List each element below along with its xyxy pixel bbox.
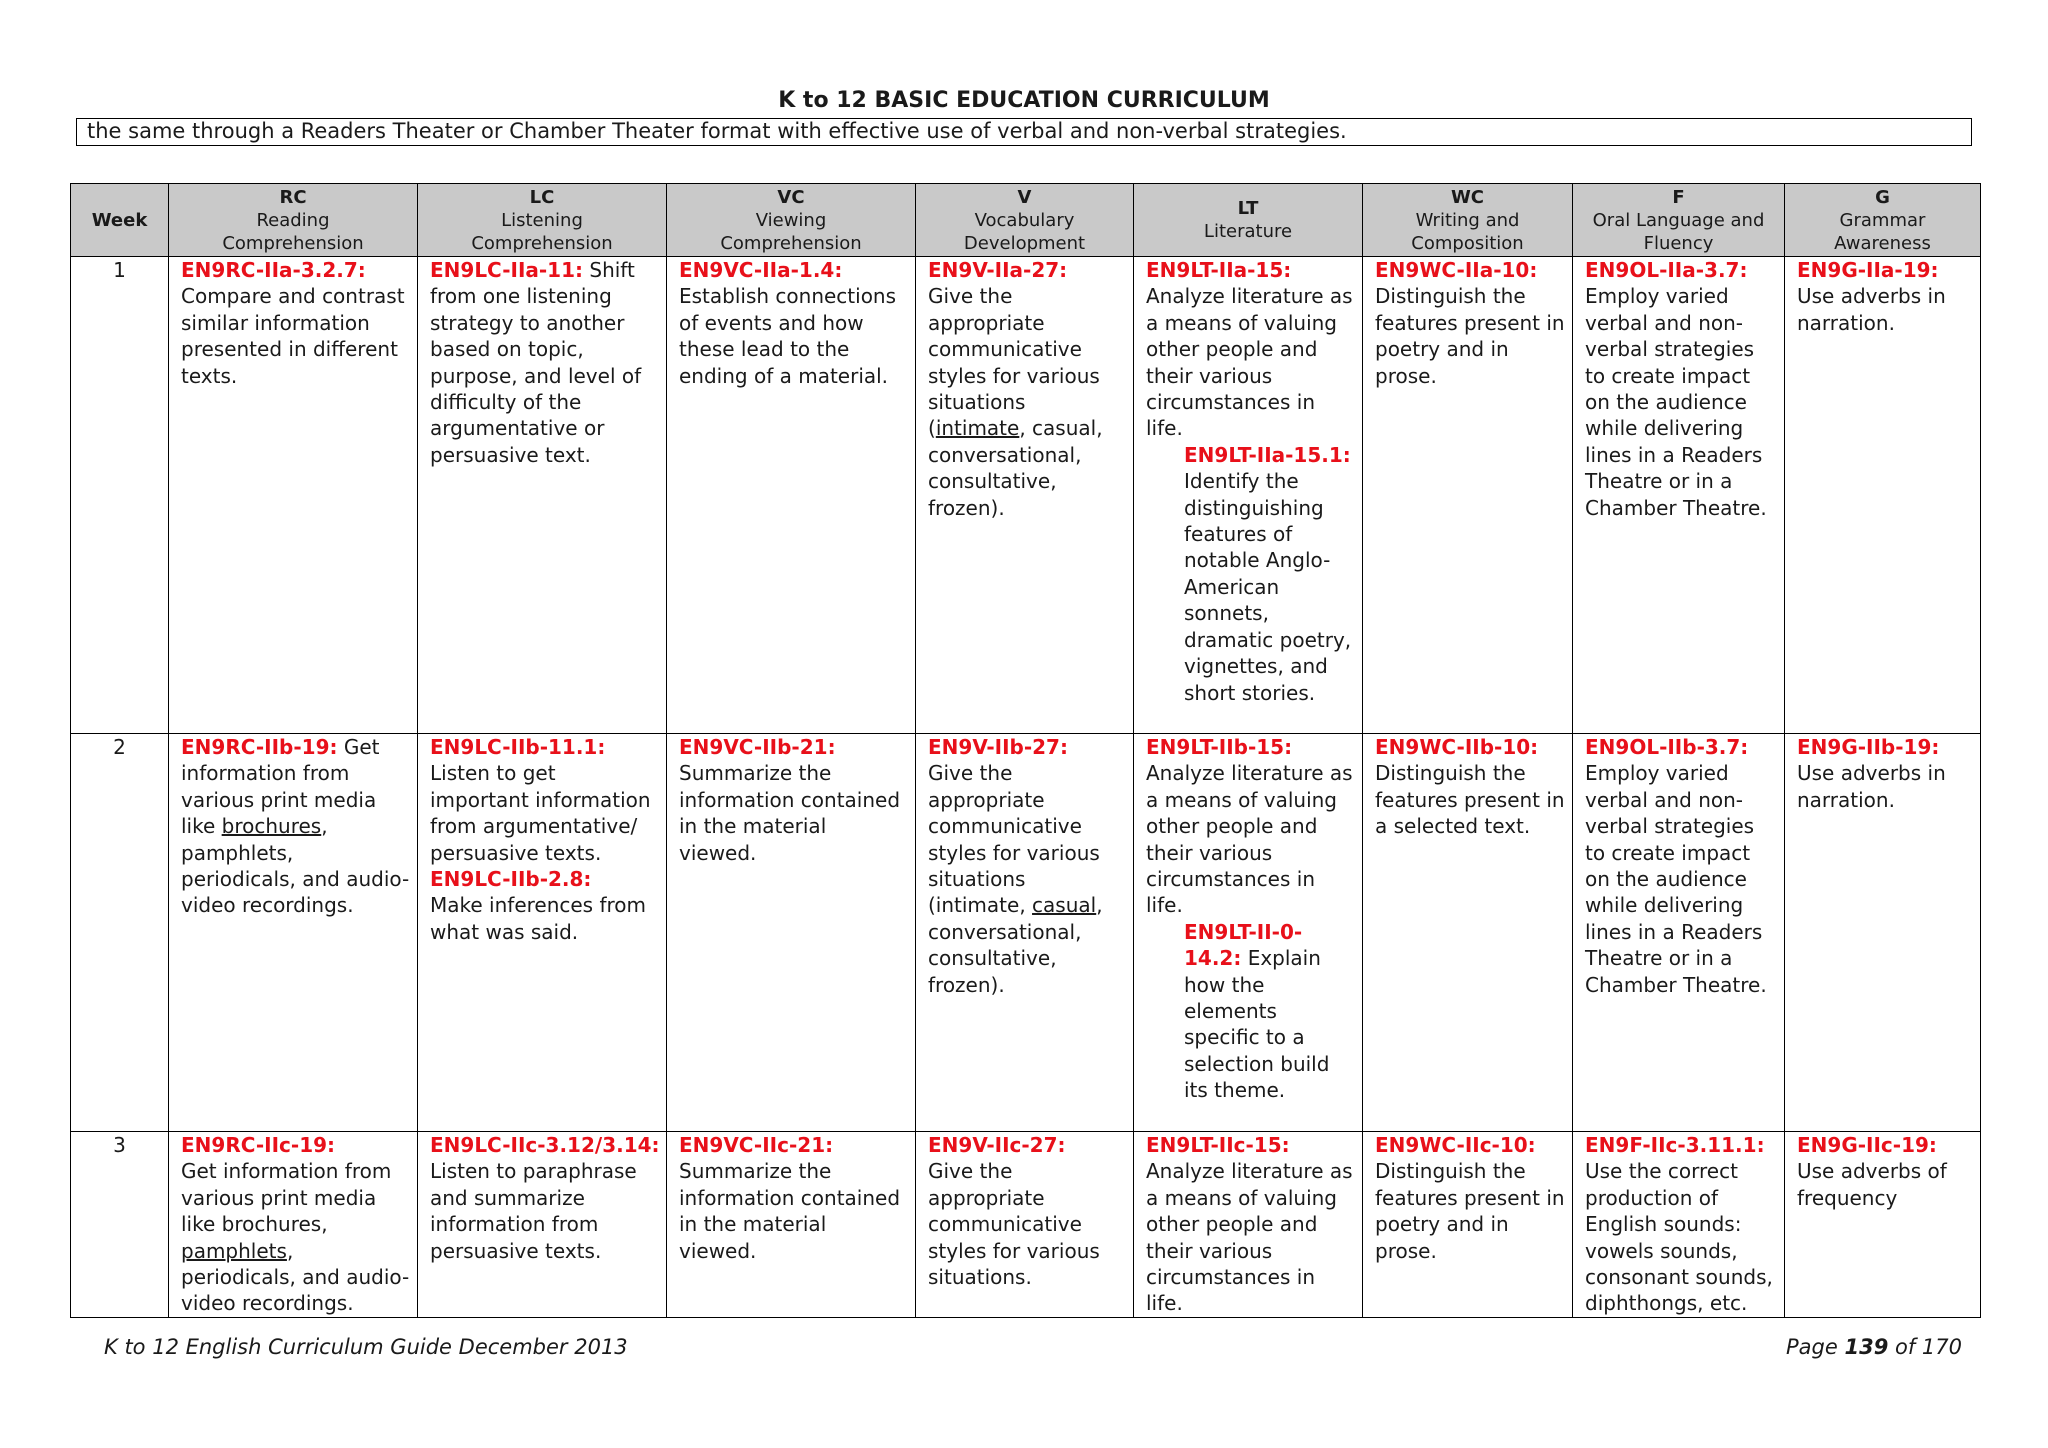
header-f: F Oral Language and Fluency (1573, 184, 1785, 257)
header-wc: WC Writing and Composition (1363, 184, 1573, 257)
cell-v: EN9V-IIa-27: Give the appropriate communicative styles for various situations (intimate, casual, conversational, consultative, frozen). (916, 257, 1134, 734)
cell-wc: EN9WC-IIc-10: Distinguish the features present in poetry and in prose. (1363, 1132, 1573, 1318)
cell-f: EN9OL-IIb-3.7: Employ varied verbal and non-verbal strategies to create impact on the audience while delivering lines in a Readers Theatre or in a Chamber Theatre. (1573, 734, 1785, 1132)
cell-g: EN9G-IIb-19: Use adverbs in narration. (1785, 734, 1981, 1132)
header-rc: RC Reading Comprehension (169, 184, 418, 257)
header-v: V Vocabulary Development (916, 184, 1134, 257)
cell-vc: EN9VC-IIa-1.4: Establish connections of events and how these lead to the ending of a material. (667, 257, 916, 734)
cell-rc: EN9RC-IIc-19: Get information from various print media like brochures, pamphlets, periodicals, and audio-video recordings. (169, 1132, 418, 1318)
sub-competency: EN9LT-II-0-14.2: Explain how the elements specific to a selection build its theme. (1184, 919, 1330, 1103)
header-lt: LT Literature (1134, 184, 1363, 257)
cell-vc: EN9VC-IIb-21: Summarize the information contained in the material viewed. (667, 734, 916, 1132)
cell-wc: EN9WC-IIa-10: Distinguish the features present in poetry and in prose. (1363, 257, 1573, 734)
cell-rc: EN9RC-IIa-3.2.7: Compare and contrast similar information presented in different texts. (169, 257, 418, 734)
cell-lc: EN9LC-IIc-3.12/3.14: Listen to paraphrase and summarize information from persuasive texts. (418, 1132, 667, 1318)
footer-guide-title: K to 12 English Curriculum Guide December 2013 (104, 1335, 628, 1359)
cell-g: EN9G-IIa-19: Use adverbs in narration. (1785, 257, 1981, 734)
header-vc: VC Viewing Comprehension (667, 184, 916, 257)
cell-wc: EN9WC-IIb-10: Distinguish the features present in a selected text. (1363, 734, 1573, 1132)
week-row-3 (71, 1132, 1981, 1318)
cell-f: EN9OL-IIa-3.7: Employ varied verbal and non-verbal strategies to create impact on the audience while delivering lines in a Readers Theatre or in a Chamber Theatre. (1573, 257, 1785, 734)
cell-lc: EN9LC-IIb-11.1: Listen to get important information from argumentative/ persuasive texts. EN9LC-IIb-2.8: Make inferences from what was said. (418, 734, 667, 1132)
cell-lc: EN9LC-IIa-11: Shift from one listening strategy to another based on topic, purpose, and level of difficulty of the argumentative or persuasive text. (418, 257, 667, 734)
cell-vc: EN9VC-IIc-21: Summarize the information contained in the material viewed. (667, 1132, 916, 1318)
week-row-2 (71, 734, 1981, 1132)
week-row-1 (71, 257, 1981, 734)
week-number: 2 (71, 734, 169, 1132)
week-number: 3 (71, 1132, 169, 1318)
page-title: K to 12 BASIC EDUCATION CURRICULUM (778, 88, 1270, 113)
cell-lt: EN9LT-IIb-15: Analyze literature as a means of valuing other people and their various circumstances in life. EN9LT-II-0-14.2: Explain how the elements specific to a selection build its theme. (1134, 734, 1363, 1132)
header-lc: LC Listening Comprehension (418, 184, 667, 257)
curriculum-table (70, 183, 1981, 1318)
header-week: Week (71, 184, 169, 257)
header-g: G Grammar Awareness (1785, 184, 1981, 257)
cell-v: EN9V-IIc-27: Give the appropriate communicative styles for various situations. (916, 1132, 1134, 1318)
cell-v: EN9V-IIb-27: Give the appropriate communicative styles for various situations (intimate, casual, conversational, consultative, frozen). (916, 734, 1134, 1132)
cell-rc: EN9RC-IIb-19: Get information from various print media like brochures, pamphlets, periodicals, and audio-video recordings. (169, 734, 418, 1132)
cell-f: EN9F-IIc-3.11.1: Use the correct production of English sounds: vowels sounds, consonant sounds, diphthongs, etc. (1573, 1132, 1785, 1318)
sub-competency: EN9LT-IIa-15.1: Identify the distinguishing features of notable Anglo-American sonnets, dramatic poetry, vignettes, and short stories. (1184, 442, 1352, 705)
cell-lt: EN9LT-IIc-15: Analyze literature as a means of valuing other people and their various circumstances in life. (1134, 1132, 1363, 1318)
cell-lt: EN9LT-IIa-15: Analyze literature as a means of valuing other people and their various circumstances in life. EN9LT-IIa-15.1: Identify the distinguishing features of notable Anglo-American sonnets, dramatic poetry, vignettes, and short stories. (1134, 257, 1363, 734)
cell-g: EN9G-IIc-19: Use adverbs of frequency (1785, 1132, 1981, 1318)
week-number: 1 (71, 257, 169, 734)
footer-page-number: Page 139 of 170 (1786, 1335, 1962, 1359)
standard-banner: the same through a Readers Theater or Chamber Theater format with effective use of verbal and non-verbal strategies. (76, 118, 1972, 146)
header-row (71, 184, 1981, 257)
